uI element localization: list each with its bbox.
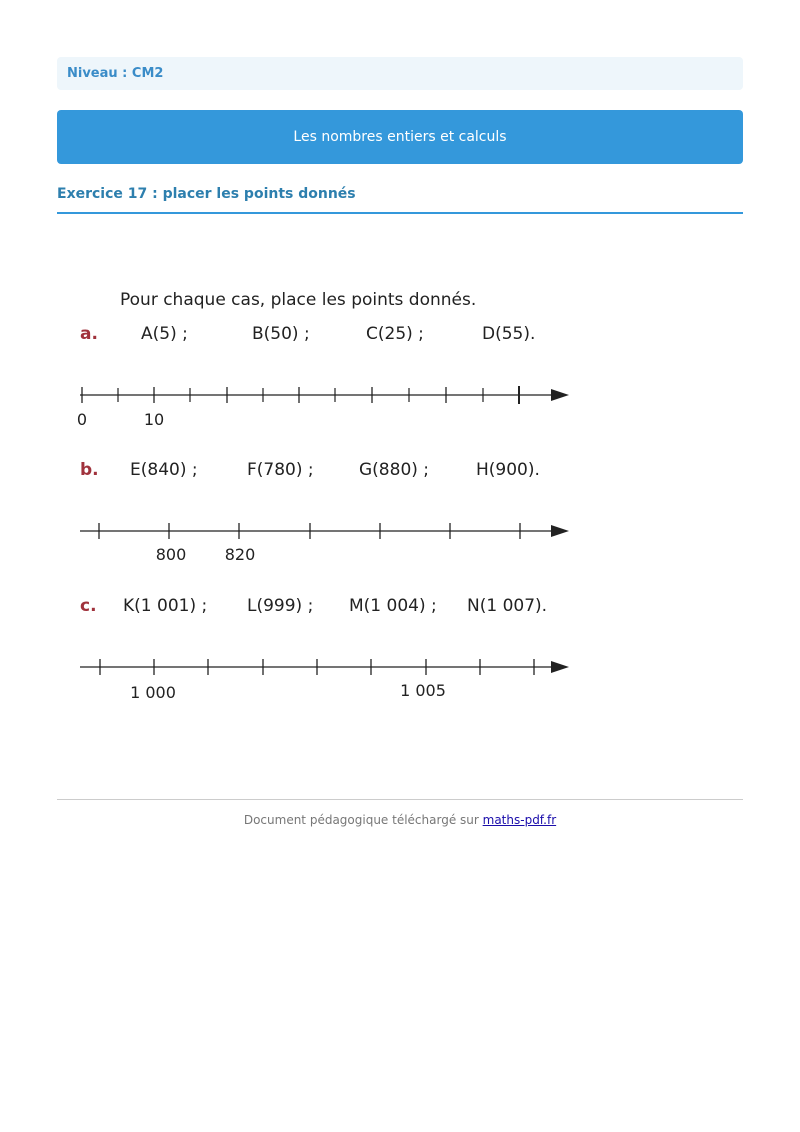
point-k-label: K(1 001) ;	[123, 596, 208, 616]
arrow-head-b	[551, 525, 569, 537]
point-c-label: C(25) ;	[366, 324, 424, 344]
point-l-label: L(999) ;	[247, 596, 314, 616]
part-a-letter: a.	[80, 324, 98, 344]
part-b	[80, 460, 569, 564]
tick-label-800: 800	[155, 545, 187, 564]
part-c-letter: c.	[80, 596, 97, 616]
footer-divider	[57, 799, 743, 800]
tick-label-0: 0	[76, 410, 88, 429]
part-b-letter: b.	[80, 460, 99, 480]
niveau-label: Niveau : CM2	[67, 66, 164, 81]
footer-link[interactable]: maths-pdf.fr	[482, 813, 557, 827]
point-f-label: F(780) ;	[247, 460, 314, 480]
arrow-head-c	[551, 661, 569, 673]
footer	[0, 813, 800, 827]
point-n-label: N(1 007).	[467, 596, 548, 616]
footer-text: Document pédagogique téléchargé sur	[243, 813, 483, 827]
tick-label-1005: 1 005	[400, 681, 446, 700]
point-g-label: G(880) ;	[359, 460, 430, 480]
chapter-title: Les nombres entiers et calculs	[293, 129, 507, 145]
part-a	[77, 324, 569, 429]
exercise-title: Exercice 17 : placer les points donnés	[57, 186, 356, 202]
point-b-label: B(50) ;	[252, 324, 310, 344]
tick-label-10: 10	[143, 410, 165, 429]
point-d-label: D(55).	[482, 324, 536, 344]
point-h-label: H(900).	[476, 460, 540, 480]
part-c	[80, 596, 569, 702]
tick-label-820: 820	[224, 545, 256, 564]
arrow-head-a	[551, 389, 569, 401]
tick-label-1000: 1 000	[130, 683, 176, 702]
point-m-label: M(1 004) ;	[349, 596, 437, 616]
instruction-text: Pour chaque cas, place les points donnés.	[120, 290, 477, 310]
point-a-label: A(5) ;	[141, 324, 188, 344]
point-e-label: E(840) ;	[130, 460, 198, 480]
